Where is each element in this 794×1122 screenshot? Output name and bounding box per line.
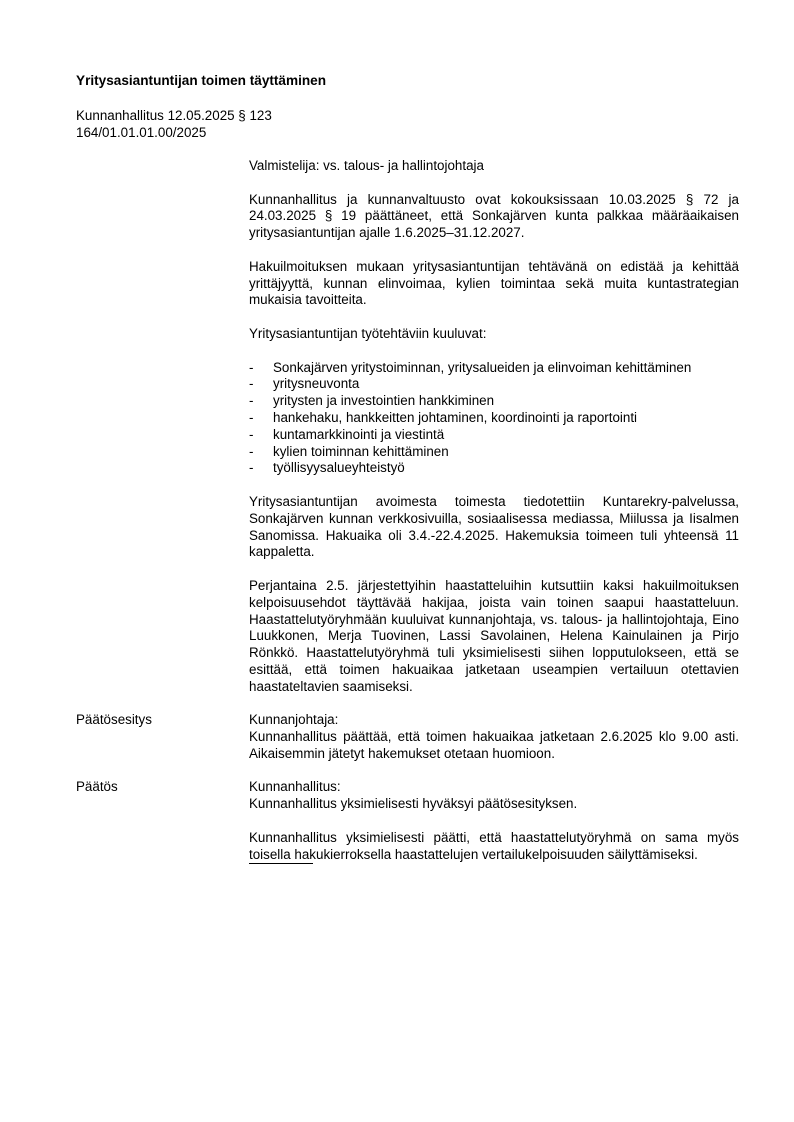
list-item-text: yritysten ja investointien hankkiminen: [273, 393, 495, 409]
list-item-text: kuntamarkkinointi ja viestintä: [273, 426, 445, 442]
list-item: [249, 444, 739, 461]
paragraph-background: Kunnanhallitus ja kunnanvaltuusto ovat kokouksissaan 10.03.2025 § 72 ja 24.03.2025 § 19 päättäneet, että Sonkajärven kunta palkkaa määräaikaisen yritysasiantuntijan ajalle 1.6.2025–31.12.2027.: [249, 191, 739, 241]
paragraph-job-description: Hakuilmoituksen mukaan yritysasiantuntijan tehtävänä on edistää ja kehittää yrittäjyyttä, kunnan elinvoimaa, kylien toimintaa sekä muita kuntastrategian mukaisia tavoitteita.: [249, 258, 739, 308]
closing-rule: [249, 863, 313, 864]
list-dash: -: [249, 443, 254, 459]
record-number: 164/01.01.01.00/2025: [76, 124, 207, 140]
list-dash: -: [249, 460, 254, 476]
list-dash: -: [249, 376, 254, 392]
document-title: Yritysasiantuntijan toimen täyttäminen: [76, 73, 327, 88]
paragraph-announcement: Yritysasiantuntijan avoimesta toimesta tiedotettiin Kuntarekry-palvelussa, Sonkajärven kunnan verkkosivuilla, sosiaalisessa mediassa, Miilussa ja Iisalmen Sanomissa. Hakuaika oli 3.4.-22.4.2025. Hakemuksia toimeen tuli yhteensä 11 kappaletta.: [249, 493, 739, 560]
preparer-line: Valmistelija: vs. talous- ja hallintojohtaja: [249, 158, 484, 173]
list-item-text: hankehaku, hankkeitten johtaminen, koordinointi ja raportointi: [273, 409, 638, 425]
paragraph-interviews: Perjantaina 2.5. järjestettyihin haastatteluihin kutsuttiin kaksi hakuilmoituksen kelpoisuusehdot täyttävää hakijaa, joista vain toinen saapui haastatteluun. Haastattelutyöryhmään kuuluivat kunnanjohtaja, vs. talous- ja hallintojohtaja, Eino Luukkonen, Merja Tuovinen, Lassi Savolainen, Helena Kainulainen ja Pirjo Rönkkö. Haastattelutyöryhmä tuli yksimielisesti siihen lopputulokseen, että se esittää, että toimen hakuaikaa jatketaan useampien vertailuun otettavien haastateltavien saamiseksi.: [249, 577, 739, 694]
paragraph-duties-intro: Yritysasiantuntijan työtehtäviin kuuluvat:: [249, 325, 487, 341]
list-item-text: Sonkajärven yritystoiminnan, yritysalueiden ja elinvoiman kehittäminen: [273, 359, 692, 375]
decision-section: [76, 779, 739, 864]
list-item: [249, 460, 739, 477]
proposal-label: Päätösesitys: [76, 712, 152, 728]
list-dash: -: [249, 426, 254, 442]
list-item: [249, 410, 739, 427]
proposal-section: [76, 712, 739, 762]
decision-label: Päätös: [76, 779, 118, 795]
duties-list: [249, 360, 739, 478]
meeting-line: Kunnanhallitus 12.05.2025 § 123: [76, 108, 272, 123]
list-dash: -: [249, 393, 254, 409]
proposal-text: Kunnanhallitus päättää, että toimen hakuaikaa jatketaan 2.6.2025 klo 9.00 asti. Aikaisemmin jätetyt hakemukset otetaan huomioon.: [249, 729, 739, 761]
meeting-info: [76, 108, 272, 142]
document-body: [76, 158, 739, 864]
list-item: [249, 427, 739, 444]
decision-speaker: Kunnanhallitus:: [249, 779, 341, 795]
list-item: [249, 393, 739, 410]
list-item-text: työllisyysalueyhteistyö: [273, 460, 405, 476]
decision-additional-text: Kunnanhallitus yksimielisesti päätti, että haastattelutyöryhmä on sama myös toisella hakukierroksella haastattelujen vertailukelpoisuuden säilyttämiseksi.: [249, 829, 739, 862]
list-item: [249, 376, 739, 393]
list-item: [249, 360, 739, 377]
list-dash: -: [249, 409, 254, 425]
list-dash: -: [249, 359, 254, 375]
list-item-text: yritysneuvonta: [273, 376, 360, 392]
list-item-text: kylien toiminnan kehittäminen: [273, 443, 449, 459]
decision-text: Kunnanhallitus yksimielisesti hyväksyi päätösesityksen.: [249, 796, 578, 812]
proposal-speaker: Kunnanjohtaja:: [249, 712, 339, 728]
